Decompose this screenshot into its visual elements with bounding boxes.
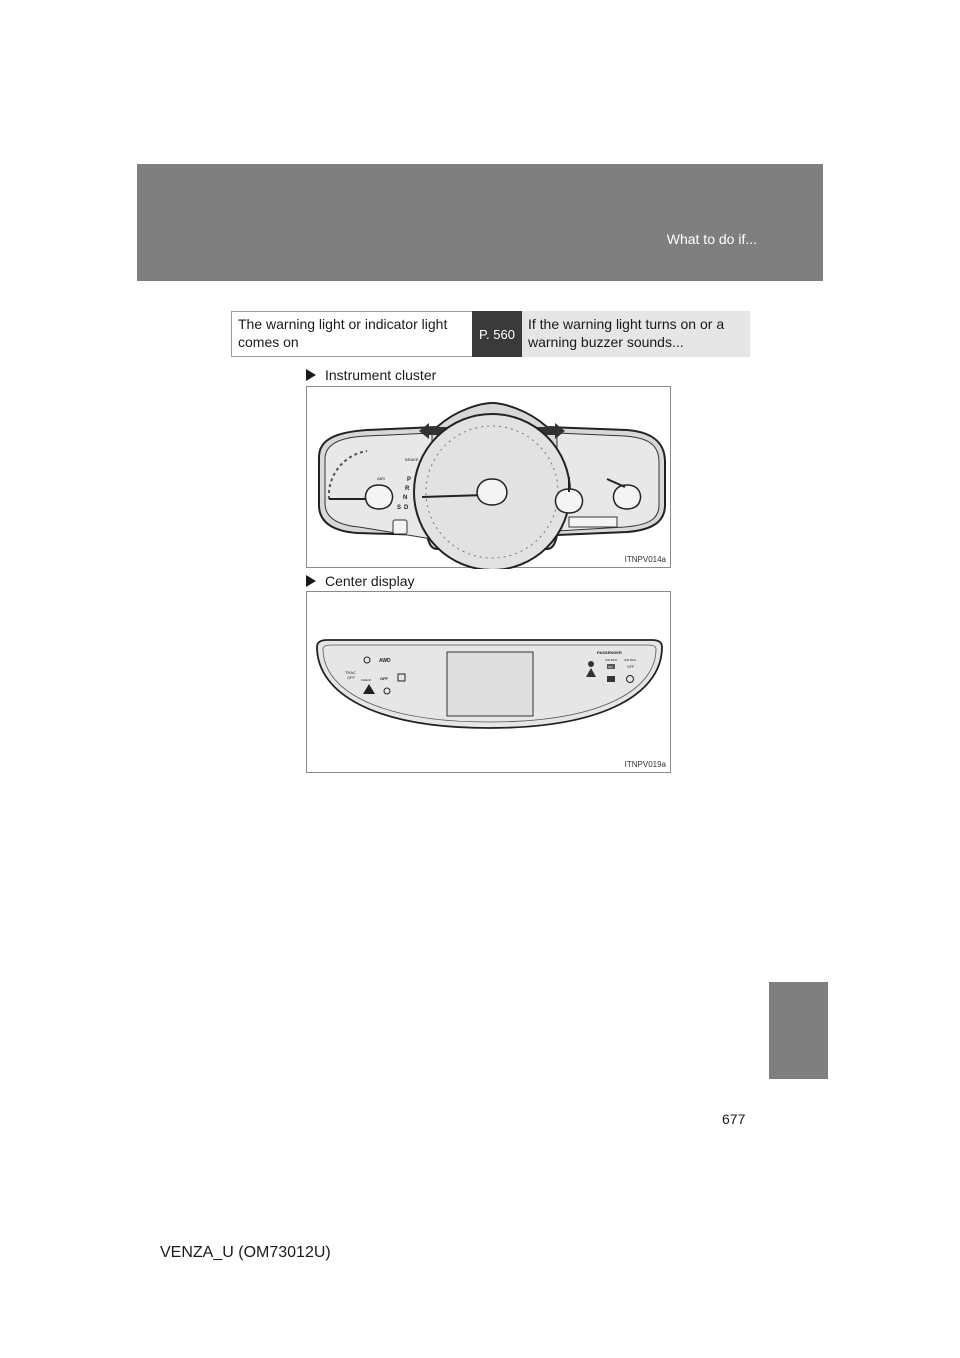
figure-heading-instrument-cluster xyxy=(306,367,436,383)
off-label: OFF xyxy=(627,665,634,669)
gear-n: N xyxy=(403,495,408,501)
center-display-drawing xyxy=(307,592,672,774)
instrument-cluster-drawing xyxy=(307,387,672,569)
chapter-side-tab xyxy=(769,982,828,1079)
reference-left-text: The warning light or indicator light comes on xyxy=(238,316,448,350)
trac-off-label: OFF xyxy=(347,675,355,680)
figure-heading-center-display xyxy=(306,573,415,589)
reference-left xyxy=(231,311,483,357)
vsc-off-label: OFF xyxy=(380,676,388,681)
airbag-on-label: AIR BAG xyxy=(605,658,618,662)
arrow-right-icon xyxy=(306,369,316,381)
reference-right-text: If the warning light turns on or a warning buzzer sounds... xyxy=(528,316,725,350)
brake-label: BRAKE xyxy=(405,457,419,462)
center-display-figure xyxy=(306,591,671,773)
awd-label: AWD xyxy=(379,658,391,664)
header-band xyxy=(137,164,823,281)
header-title: What to do if... xyxy=(666,231,757,247)
passenger-label: PASSENGER xyxy=(597,650,622,655)
arrow-right-icon xyxy=(306,575,316,587)
gear-r: R xyxy=(405,486,410,492)
footer-model-code: VENZA_U (OM73012U) xyxy=(160,1244,331,1261)
reference-box xyxy=(231,311,750,357)
figure-heading-text: Instrument cluster xyxy=(325,367,437,383)
gear-p: P xyxy=(407,477,412,483)
figure-code: ITNPV014a xyxy=(624,555,666,564)
page-number: 677 xyxy=(722,1111,746,1127)
on-label: ON xyxy=(608,665,613,669)
instrument-cluster-figure xyxy=(306,386,671,568)
trac-label: TRAC xyxy=(345,670,356,675)
gear-s: S xyxy=(397,505,402,511)
reference-right xyxy=(522,311,750,357)
abs-label: ABS xyxy=(377,476,386,481)
page-reference-link[interactable]: P. 560 xyxy=(472,311,522,357)
airbag-off-label: AIR BAG xyxy=(624,658,637,662)
gear-d: D xyxy=(404,505,409,511)
figure-code: ITNPV019a xyxy=(624,760,666,769)
check-label: CHECK xyxy=(361,678,372,682)
figure-heading-text: Center display xyxy=(325,573,415,589)
